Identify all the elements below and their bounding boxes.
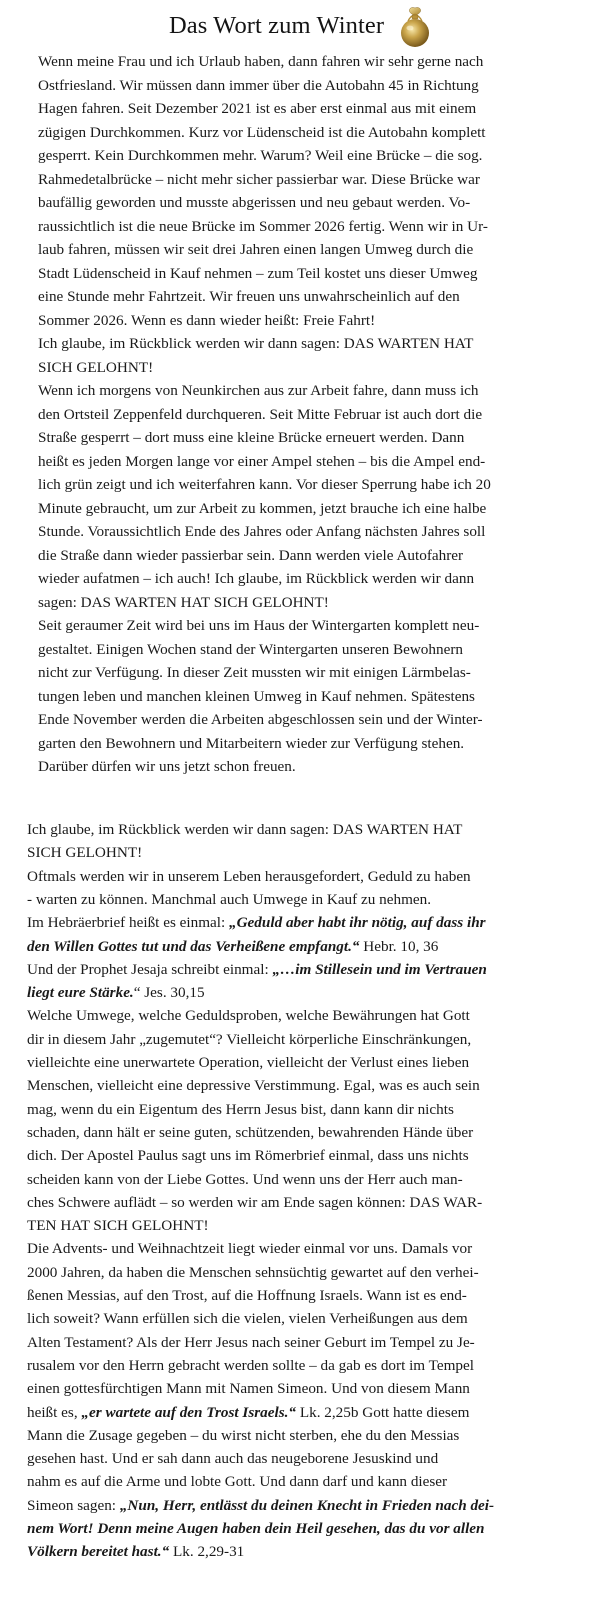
text-line	[27, 958, 487, 982]
text-line: Hagen fahren. Seit Dezember 2021 ist es aber erst einmal aus mit einem	[38, 100, 477, 117]
text-line: Oftmals werden wir in unserem Leben herausgefordert, Geduld zu haben	[27, 867, 471, 885]
bible-quote: „…im Stillesein und im Vertrauen	[272, 960, 487, 978]
text-line: nicht zur Verfügung. In dieser Zeit mussten wir mit einigen Lärmbelas-	[38, 664, 471, 681]
bible-quote: nem Wort! Denn meine Augen haben dein Heil gesehen, das du vor allen	[27, 1520, 485, 1537]
text-line: Minute gebraucht, um zur Arbeit zu kommen, jetzt brauche ich eine halbe	[38, 499, 487, 517]
text-line: Seit geraumer Zeit wird bei uns im Haus der Wintergarten komplett neu-	[38, 617, 480, 634]
text-line: 2000 Jahren, da haben die Menschen sehnsüchtig gewartet auf den verhei-	[27, 1263, 479, 1281]
text-run: heißt es,	[27, 1403, 82, 1421]
text-line: sagen: DAS WARTEN HAT SICH GELOHNT!	[38, 593, 329, 611]
text-line: Mann die Zusage gegeben – du wirst nicht sterben, ehe du den Messias	[27, 1426, 460, 1444]
text-line: Alten Testament? Als der Herr Jesus nach seiner Geburt im Tempel zu Je-	[27, 1333, 475, 1351]
page-title: Das Wort zum Winter	[169, 12, 385, 39]
text-line: die Straße dann wieder passierbar sein. Dann werden viele Autofahrer	[38, 546, 464, 564]
text-line: gesperrt. Kein Durchkommen mehr. Warum? Weil eine Brücke – die sog.	[38, 147, 483, 164]
bible-reference: Lk. 2,25b Gott hatte diesem	[296, 1403, 470, 1421]
text-line: - warten zu können. Manchmal auch Umwege in Kauf zu nehmen.	[27, 890, 432, 908]
text-line: Ich glaube, im Rückblick werden wir dann sagen: DAS WARTEN HAT	[27, 821, 463, 838]
text-line	[27, 1540, 244, 1564]
text-line: gesehen hast. Und er sah dann auch das neugeborene Jesuskind und	[27, 1450, 439, 1468]
text-line: schaden, dann hält er seine guten, schützenden, bewahrenden Hände über	[27, 1123, 474, 1141]
bible-reference: Hebr. 10, 36	[359, 937, 439, 955]
text-line: laub fahren, müssen wir seit drei Jahren einen langen Umweg durch die	[38, 241, 474, 258]
text-line: Welche Umwege, welche Geduldsproben, welche Bewährungen hat Gott	[27, 1007, 470, 1025]
bible-quote: „er wartete auf den Trost Israels.“	[81, 1403, 297, 1421]
text-line: Wenn ich morgens von Neunkirchen aus zur Arbeit fahre, dann muss ich	[38, 382, 479, 399]
text-line: SICH GELOHNT!	[27, 844, 143, 862]
text-line: dir in diesem Jahr „zugemutet“? Vielleicht körperliche Einschränkungen,	[27, 1030, 472, 1048]
text-line: Menschen, vielleicht eine depressive Verstimmung. Egal, was es auch sein	[27, 1077, 480, 1095]
text-line: baufällig geworden und musste abgerissen und neu gebaut werden. Vo-	[38, 194, 471, 211]
title-bar	[0, 6, 589, 52]
text-line	[27, 981, 205, 1005]
text-line: wieder aufatmen – ich auch! Ich glaube, im Rückblick werden wir dann	[38, 570, 475, 587]
text-line	[27, 935, 438, 959]
text-line	[27, 911, 486, 935]
bible-quote: „Geduld aber habt ihr nötig, auf dass ihr	[229, 914, 486, 932]
text-run: Und der Prophet Jesaja schreibt einmal:	[27, 960, 273, 978]
text-line: dich. Der Apostel Paulus sagt uns im Römerbrief einmal, dass uns nichts	[27, 1147, 469, 1165]
text-line: Rahmedetalbrücke – nicht mehr sicher passierbar war. Diese Brücke war	[38, 170, 480, 188]
bible-quote: „Nun, Herr, entlässt du deinen Knecht in Frieden nach dei-	[119, 1496, 495, 1514]
text-run: Im Hebräerbrief heißt es einmal:	[27, 914, 229, 932]
text-line: Ich glaube, im Rückblick werden wir dann sagen: DAS WARTEN HAT	[38, 335, 474, 352]
text-line: TEN HAT SICH GELOHNT!	[27, 1217, 209, 1235]
text-line: SICH GELOHNT!	[38, 358, 154, 376]
text-line: nahm es auf die Arme und lobte Gott. Und dann darf und kann dieser	[27, 1473, 448, 1491]
text-line: lich soweit? Wann erfüllen sich die vielen, vielen Verheißungen aus dem	[27, 1310, 468, 1328]
text-line: rusalem vor den Herrn gebracht werden sollte – da gab es dort im Tempel	[27, 1356, 474, 1374]
bible-reference: Lk. 2,29-31	[169, 1543, 245, 1561]
text-line: Ende November werden die Arbeiten abgeschlossen sein und der Winter-	[38, 711, 483, 728]
text-line: Stunde. Voraussichtlich Ende des Jahres oder Anfang nächsten Jahres soll	[38, 523, 486, 540]
bible-quote: liegt eure Stärke.	[27, 984, 134, 1002]
text-line: Wenn meine Frau und ich Urlaub haben, dann fahren wir sehr gerne nach	[38, 53, 484, 70]
text-line	[27, 1517, 485, 1541]
text-line: Straße gesperrt – dort muss eine kleine Brücke erneuert werden. Dann	[38, 429, 465, 446]
text-line: mag, wenn du ein Eigentum des Herrn Jesus bist, dann kann dir nichts	[27, 1100, 454, 1118]
text-line: ches Schwere auflädt – so werden wir am Ende sagen können: DAS WAR-	[27, 1193, 483, 1211]
bible-quote: Völkern bereitet hast.“	[27, 1543, 170, 1561]
text-line: Die Advents- und Weihnachtzeit liegt wieder einmal vor uns. Damals vor	[27, 1240, 473, 1258]
text-line: Ostfriesland. Wir müssen dann immer über die Autobahn 45 in Richtung	[38, 76, 479, 94]
text-line: einen gottesfürchtigen Mann mit Namen Simeon. Und von diesem Mann	[27, 1380, 470, 1398]
text-line: lich grün zeigt und ich weiterfahren kann. Vor dieser Sperrung habe ich 20	[38, 476, 491, 493]
text-line: ßenen Messias, auf den Trost, auf die Hoffnung Israels. Wann ist es end-	[27, 1287, 467, 1304]
text-line: zügigen Durchkommen. Kurz vor Lüdenscheid ist die Autobahn komplett	[38, 123, 486, 141]
text-line: den Ortsteil Zeppenfeld durchqueren. Seit Mitte Februar ist auch dort die	[38, 405, 483, 423]
text-line: scheiden kann von der Liebe Gottes. Und wenn uns der Herr auch man-	[27, 1170, 463, 1188]
text-line	[27, 1401, 469, 1425]
text-line: Stadt Lüdenscheid in Kauf nehmen – zum Teil kostet uns dieser Umweg	[38, 264, 478, 282]
text-line: garten den Bewohnern und Mitarbeitern wieder zur Verfügung stehen.	[38, 734, 465, 752]
text-line: gestaltet. Einigen Wochen stand der Wintergarten unseren Bewohnern	[38, 640, 463, 658]
text-line: heißt es jeden Morgen lange vor einer Ampel stehen – bis die Ampel end-	[38, 452, 486, 470]
text-line	[27, 1494, 494, 1518]
text-run: Simeon sagen:	[27, 1496, 120, 1514]
christmas-ornament-icon	[399, 6, 431, 50]
text-line: raussichtlich ist die neue Brücke im Sommer 2026 fertig. Wenn wir in Ur-	[38, 217, 488, 235]
text-line: Sommer 2026. Wenn es dann wieder heißt: Freie Fahrt!	[38, 311, 376, 329]
bible-reference: “ Jes. 30,15	[133, 984, 205, 1002]
text-line: vielleichte eine unerwartete Operation, vielleicht der Verlust eines lieben	[27, 1054, 470, 1071]
text-line: tungen leben und manchen kleinen Umweg in Kauf nehmen. Spätestens	[38, 687, 475, 705]
text-line: eine Stunde mehr Fahrtzeit. Wir freuen uns unwahrscheinlich auf den	[38, 288, 460, 305]
text-line: Darüber dürfen wir uns jetzt schon freuen.	[38, 758, 296, 775]
bible-quote: den Willen Gottes tut und das Verheißene empfangt.“	[27, 937, 360, 955]
